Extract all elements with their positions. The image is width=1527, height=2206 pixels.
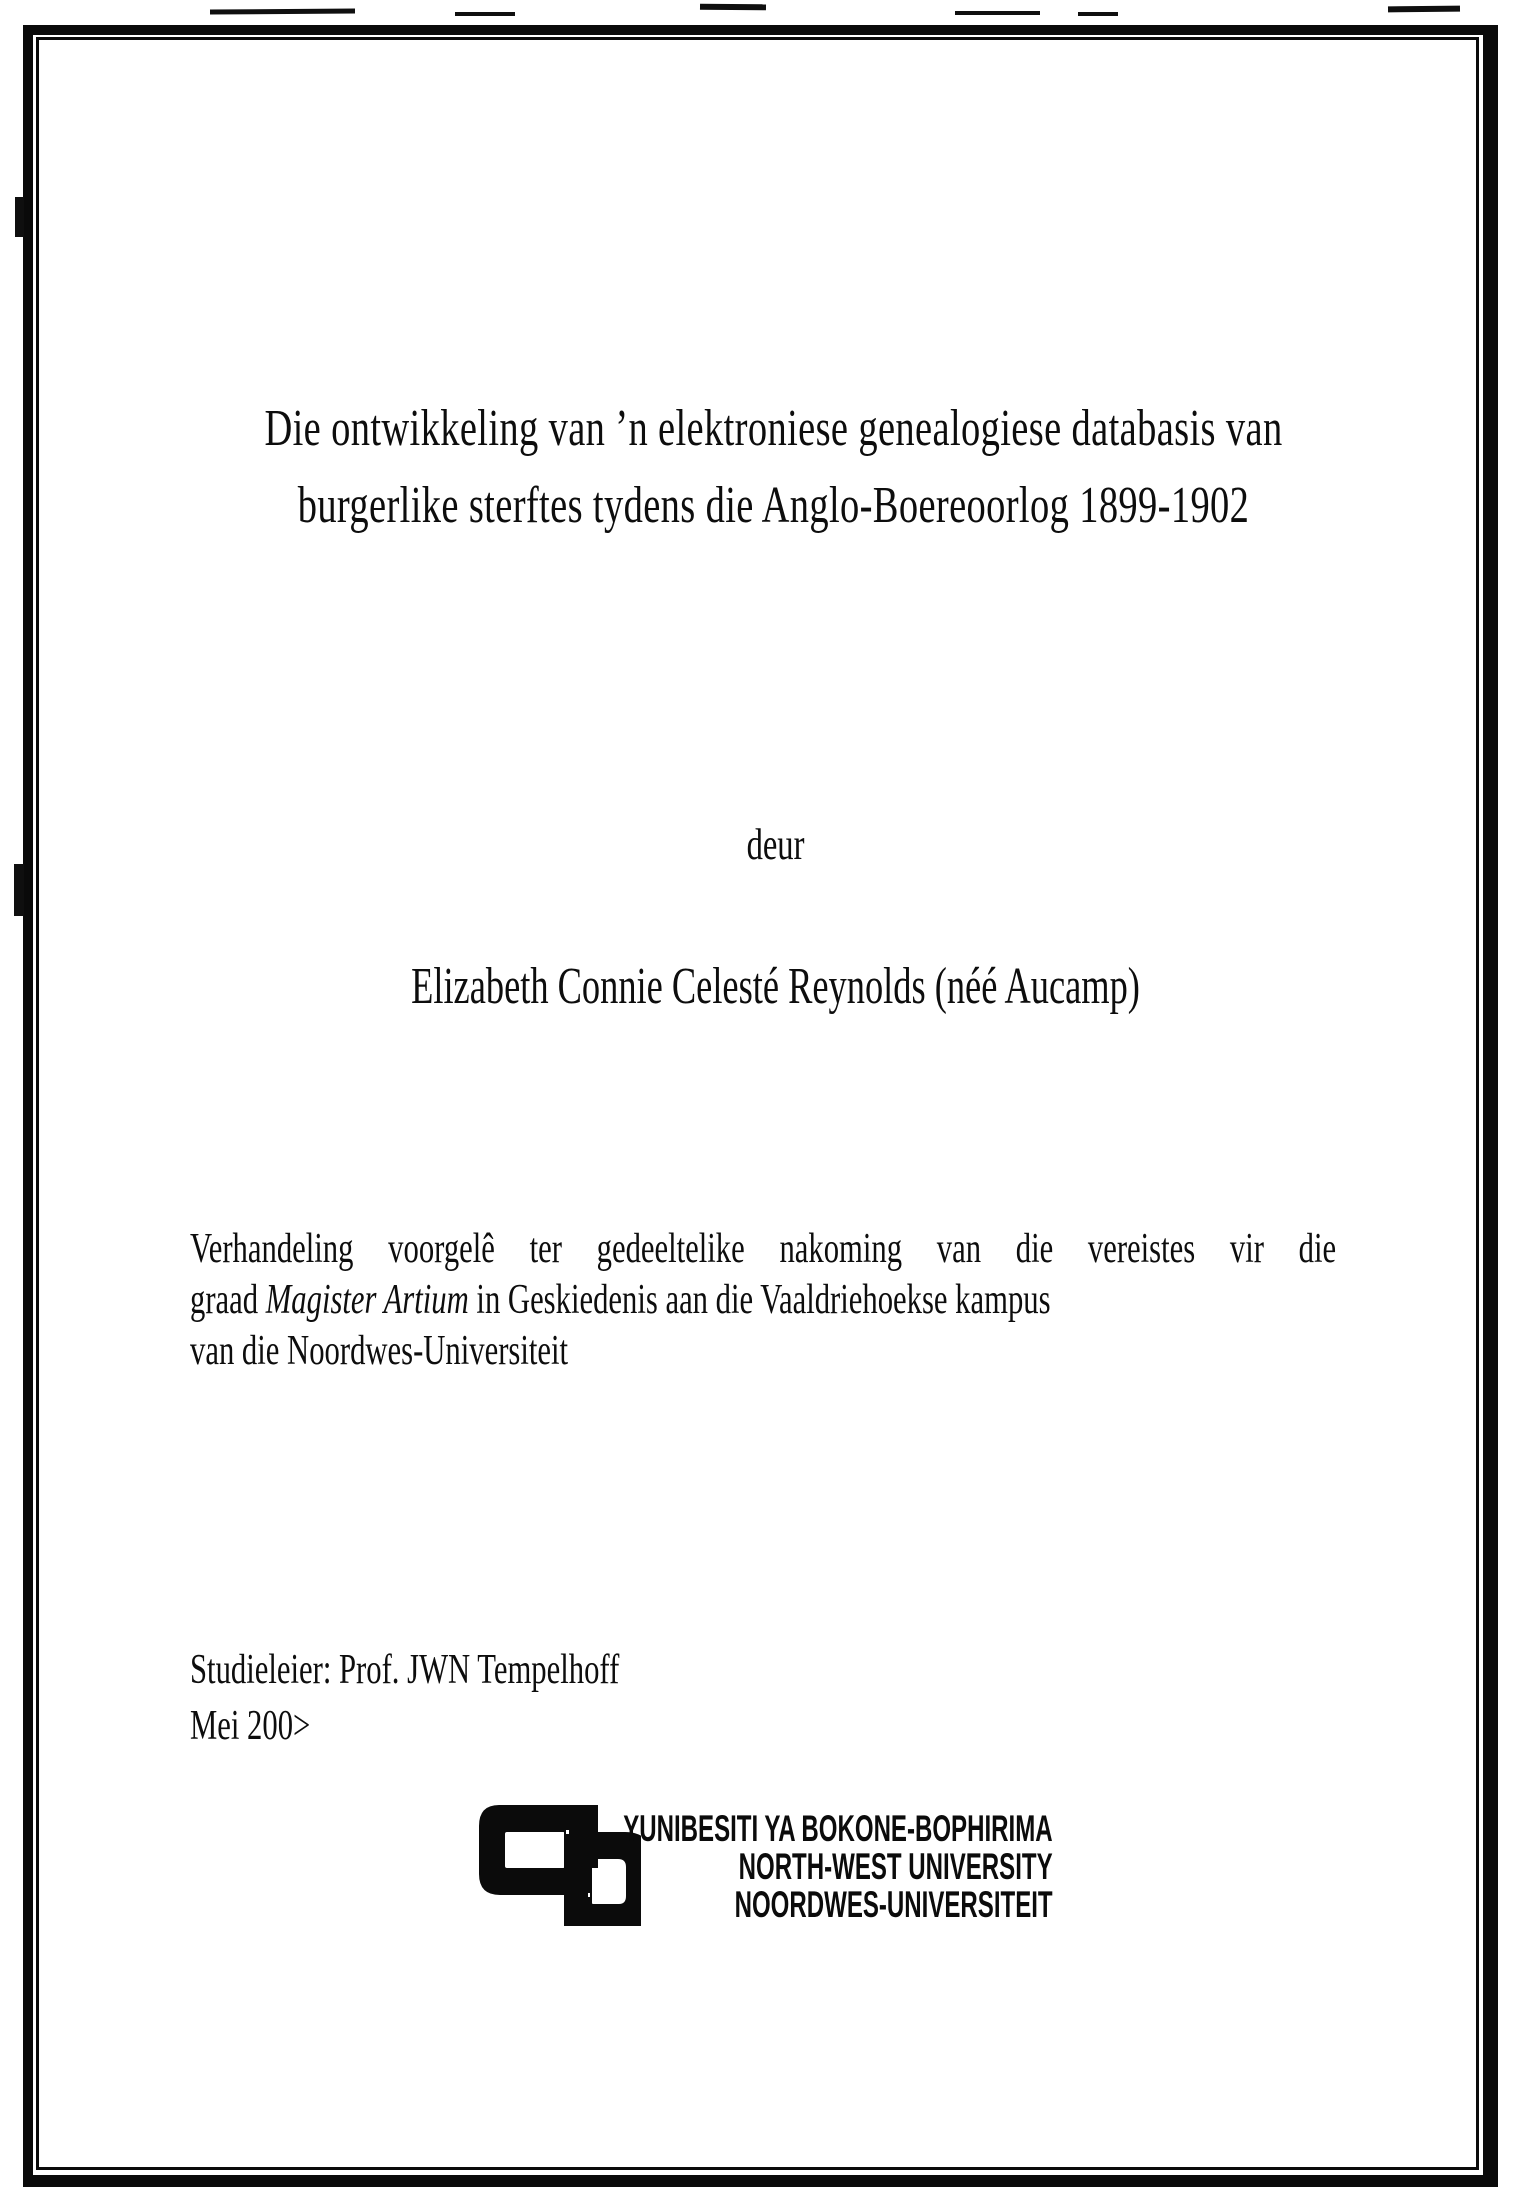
thesis-title — [209, 390, 1339, 544]
thesis-title-line-2: burgerlike sterftes tydens die Anglo-Boereoorlog 1899-1902 — [297, 477, 1250, 534]
scan-artifact — [1388, 6, 1460, 13]
scan-artifact — [15, 197, 24, 237]
degree-latin-title: Magister Artium — [265, 1277, 469, 1323]
thesis-title-line-1: Die ontwikkeling van ’n elektroniese genealogiese databasis van — [264, 400, 1283, 457]
university-name-setswana: YUNIBESITI YA BOKONE-BOPHIRIMA — [623, 1808, 1053, 1849]
scan-artifact — [955, 11, 1040, 15]
degree-statement-line-2-post: in Geskiedenis aan die Vaaldriehoekse kampus — [468, 1277, 1051, 1323]
degree-statement — [190, 1224, 1336, 1377]
university-wordmark — [624, 1810, 1053, 1924]
degree-statement-line-2 — [190, 1275, 1336, 1326]
degree-statement-line-3: van die Noordwes-Universiteit — [190, 1328, 569, 1374]
degree-statement-line-2-pre: graad — [190, 1277, 266, 1323]
supervisor-date-block — [190, 1642, 619, 1754]
scan-artifact — [14, 864, 24, 916]
scan-artifact — [455, 12, 515, 16]
date-line: Mei 200> — [190, 1703, 311, 1749]
scan-artifact — [1078, 12, 1118, 16]
scan-artifact — [700, 4, 766, 11]
university-name-english: NORTH-WEST UNIVERSITY — [739, 1846, 1053, 1887]
author-name: Elizabeth Connie Celesté Reynolds (néé Aucamp) — [411, 958, 1140, 1015]
byline: deur — [746, 820, 805, 869]
supervisor-line: Studieleier: Prof. JWN Tempelhoff — [190, 1647, 620, 1693]
north-west-university-logo-icon — [467, 1800, 641, 1926]
degree-statement-line-1: Verhandeling voorgelê ter gedeeltelike nakoming van die vereistes vir die — [190, 1226, 1337, 1272]
scan-artifact — [210, 8, 355, 14]
university-name-afrikaans: NOORDWES-UNIVERSITEIT — [734, 1884, 1053, 1925]
